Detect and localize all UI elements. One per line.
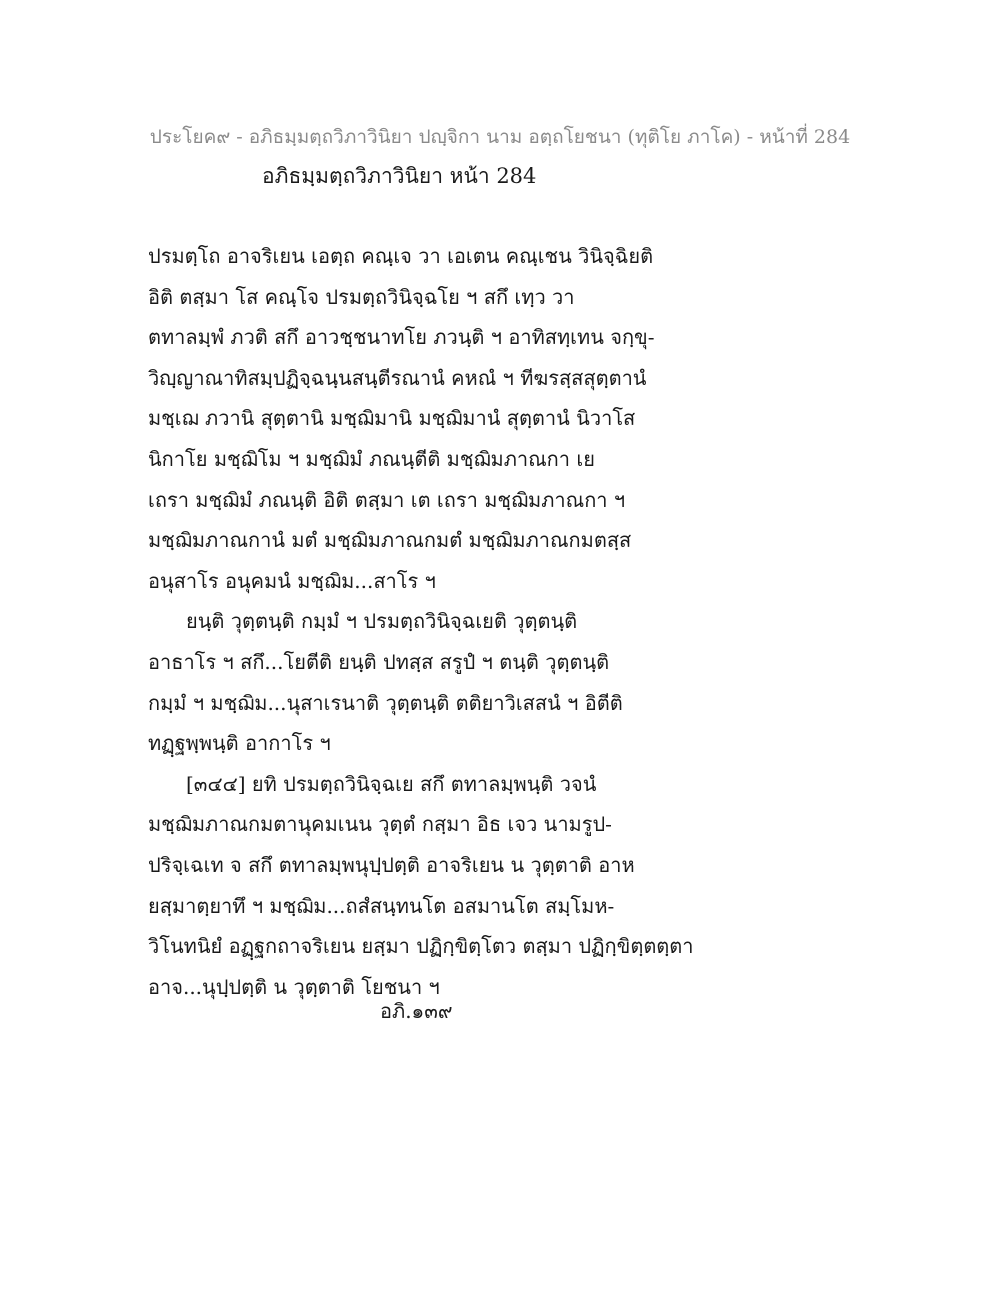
text-line: อิติ ตสฺมา โส คณฺโจ ปรมตฺถวินิจฺฉโย ฯ สกึ เทฺว วา: [148, 284, 575, 309]
text-line: ยสฺมาตฺยาทึ ฯ มชฺฌิม...ถสํสนฺทนโต อสมานโต สมฺโมห-: [148, 893, 615, 918]
text-line: มชฺฌิมภาณกมตานุคมเนน วุตฺตํ กสฺมา อิธ เจว นามรูป-: [148, 812, 612, 837]
page-marker: อภิ.๑๓๙: [380, 999, 453, 1023]
text-line: อนุสาโร อนุคมนํ มชฺฌิม...สาโร ฯ: [148, 568, 436, 593]
text-line: อาจ...นุปฺปตฺติ น วุตฺตาติ โยชนา ฯ: [148, 974, 440, 999]
text-line: ปรมตฺโถ อาจริเยน เอตฺถ คณฺเจ วา เอเตน คณฺเชน วินิจฺฉิยติ: [148, 244, 654, 268]
text-line: ตทาลมฺพํ ภวติ สกึ อาวชฺชนาทโย ภวนฺติ ฯ อาทิสทฺเทน จกฺขุ-: [148, 325, 655, 350]
page-title: อภิธมฺมตฺถวิภาวินิยา หน้า 284: [262, 164, 537, 188]
text-line: นิกาโย มชฺฌิโม ฯ มชฺฌิมํ ภณนฺตีติ มชฺฌิมภาณกา เย: [148, 446, 595, 471]
text-line: วิญฺญาณาทิสมฺปฏิจฺฉนฺนสนฺตีรณานํ คหณํ ฯ ทีฆรสฺสสุตฺตานํ: [148, 365, 647, 390]
text-line: ปริจฺเฉเท จ สกึ ตทาลมฺพนุปฺปตฺติ อาจริเยน น วุตฺตาติ อาห: [148, 852, 635, 877]
text-line: เถรา มชฺฌิมํ ภณนฺติ อิติ ตสฺมา เต เถรา มชฺฌิมภาณกา ฯ: [148, 487, 626, 512]
text-line: อาธาโร ฯ สกึ...โยตีติ ยนฺติ ปทสฺส สรูปํ ฯ ตนฺติ วุตฺตนฺติ: [148, 649, 610, 674]
text-line: มชฺเฌ ภวานิ สุตฺตานิ มชฺฌิมานิ มชฺฌิมานํ สุตฺตานํ นิวาโส: [148, 406, 636, 431]
text-line: วิโนทนิยํ อฏฺฐกถาจริเยน ยสฺมา ปฏิกฺขิตฺโตว ตสฺมา ปฏิกฺขิตฺตตฺตา: [148, 934, 694, 959]
text-line: ทฏฺฐพฺพนฺติ อากาโร ฯ: [148, 731, 331, 756]
text-line: มชฺฌิมภาณกานํ มตํ มชฺฌิมภาณกมตํ มชฺฌิมภาณกมตสฺส: [148, 528, 632, 553]
text-line: กมฺมํ ฯ มชฺฌิม...นุสาเรนาติ วุตฺตนฺติ ตติยาวิเสสนํ ฯ อิตีติ: [148, 690, 623, 715]
paragraph-start-line: [๓๔๔] ยทิ ปรมตฺถวินิจฺฉเย สกึ ตทาลมฺพนฺติ วจนํ: [186, 771, 597, 796]
paragraph-start-line: ยนฺติ วุตฺตนฺติ กมฺมํ ฯ ปรมตฺถวินิจฺฉเยติ วุตฺตนฺติ: [186, 609, 578, 634]
body-text: [148, 236, 708, 1007]
running-header: ประโยค๙ - อภิธมฺมตฺถวิภาวินิยา ปญฺจิกา นาม อตฺถโยชนา (ทุติโย ภาโค) - หน้าที่ 284: [149, 126, 851, 148]
